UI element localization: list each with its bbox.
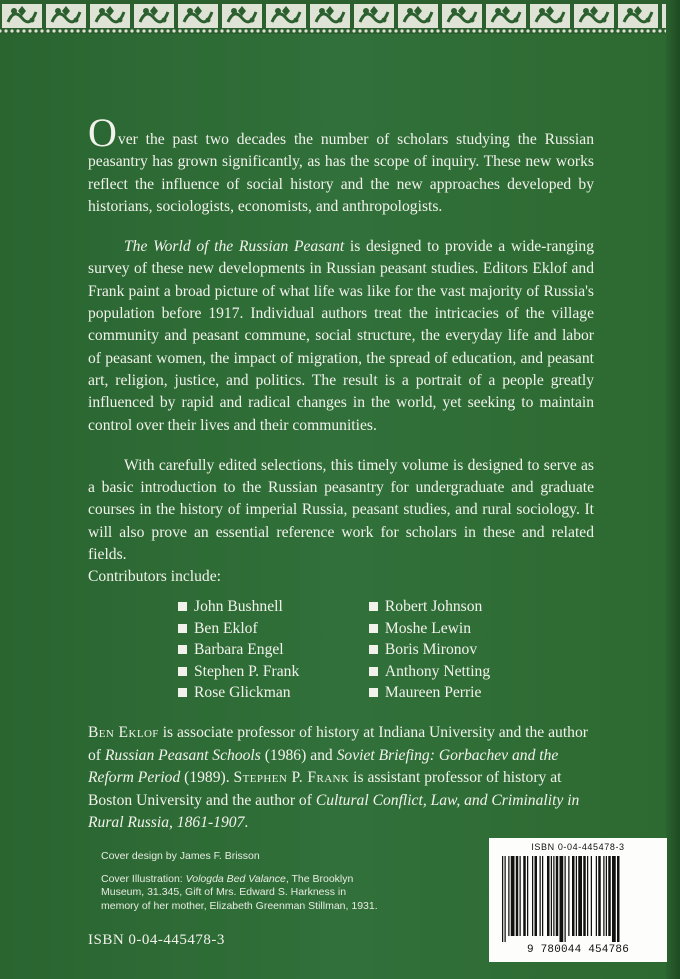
lace-border-decoration — [0, 0, 680, 34]
drop-cap: O — [88, 110, 117, 155]
cover-credits — [101, 850, 381, 922]
square-bullet-icon — [369, 667, 378, 676]
contributor-name: Rose Glickman — [194, 684, 291, 701]
paragraph-1 — [88, 110, 594, 218]
contributor-name: Stephen P. Frank — [194, 662, 300, 680]
contributor-name: Ben Eklof — [194, 619, 258, 637]
square-bullet-icon — [369, 645, 378, 654]
contributor-item — [178, 639, 369, 661]
contributors-column-left — [178, 596, 369, 704]
editor-name-frank: Stephen P. Frank — [233, 769, 350, 786]
contributors-list — [178, 596, 518, 704]
contributor-item — [178, 618, 369, 640]
paragraph-2 — [88, 236, 594, 437]
book-cultural-conflict: Cultural Conflict, Law, and Criminality in Rural Russia, 1861-1907 — [88, 791, 580, 831]
credit-label: Cover Illustration: — [101, 872, 186, 885]
barcode-digits: 9 780044 454786 — [526, 944, 630, 956]
barcode-isbn: ISBN 0-04-445478-3 — [531, 842, 625, 852]
bio-text: (1989). — [180, 769, 234, 786]
cover-design-credit: Cover design by James F. Brisson — [101, 850, 260, 862]
square-bullet-icon — [369, 688, 378, 697]
contributor-item — [178, 661, 369, 683]
contributor-name: Anthony Netting — [384, 662, 491, 680]
isbn-number: ISBN 0-04-445478-3 — [88, 932, 225, 948]
lace-pattern — [0, 0, 680, 34]
square-bullet-icon — [178, 624, 187, 633]
paragraph-2-text: is designed to provide a wide-ranging survey of these new developments in Russian peasant studies. Editors Eklof and Frank paint a broad picture of what life was like for the vast majority of Russia's population before 1917. Individual authors treat the intricacies of the village community and peasant commune, social structure, the everyday life and labor of peasant women, the impact of migration, the spread of education, and peasant art, religion, justice, and politics. The result is a portrait of a people greatly influenced by rapid and radical changes in the world, yet seeking to maintain control over their lives and their communities. — [88, 238, 594, 434]
barcode-label — [489, 838, 667, 962]
square-bullet-icon — [178, 688, 187, 697]
contributor-name: Maureen Perrie — [384, 684, 482, 701]
bio-text: is assistant professor of history at Boston University and the author of — [88, 769, 562, 809]
editor-name-eklof: Ben Eklof — [88, 724, 159, 741]
barcode-icon — [500, 856, 656, 942]
square-bullet-icon — [178, 667, 187, 676]
square-bullet-icon — [369, 602, 378, 611]
contributor-name: Barbara Engel — [194, 641, 284, 658]
book-soviet-briefing: Soviet Briefing: Gorbachev and the Reform Period — [88, 746, 559, 786]
contributor-item — [178, 596, 369, 618]
cover-illustration-credit — [101, 873, 381, 914]
square-bullet-icon — [178, 602, 187, 611]
contributor-item — [369, 639, 518, 661]
contributor-item — [369, 661, 518, 683]
book-russian-peasant-schools: Russian Peasant Schools — [104, 746, 261, 764]
contributor-item — [369, 596, 518, 618]
contributor-name: John Bushnell — [194, 598, 283, 615]
contributor-name: Robert Johnson — [384, 598, 483, 615]
bio-text: (1986) and — [260, 746, 337, 764]
contributor-name: Moshe Lewin — [384, 619, 472, 637]
contributor-item — [369, 618, 518, 640]
contributors-heading: Contributors include: — [88, 568, 221, 586]
contributor-name: Boris Mironov — [384, 641, 478, 658]
cover-edge-shadow — [666, 0, 680, 979]
bio-text: is associate professor of history at Indiana University and the author of — [88, 724, 588, 764]
paragraph-1-text: ver the past two decades the number of scholars studying the Russian peasantry has grown significantly, as has the scope of inquiry. These new works reflect the influence of social history and the new approaches developed by historians, sociologists, economists, and anthropologists. — [88, 131, 594, 215]
illustration-title: Vologda Bed Valance — [185, 872, 286, 885]
blurb — [88, 110, 594, 607]
contributors-column-right — [369, 596, 518, 704]
square-bullet-icon — [369, 624, 378, 633]
contributor-item — [178, 682, 369, 704]
editors-bio — [88, 722, 596, 835]
paragraph-3: With carefully edited selections, this timely volume is designed to serve as a basic introduction to the Russian peasantry for undergraduate and graduate courses in the history of imperial Russia, peasant studies, and rural sociology. It will also prove an essential reference work for scholars in these and related fields. — [88, 456, 594, 564]
contributor-item — [369, 682, 518, 704]
book-title: The World of the Russian Peasant — [124, 238, 345, 256]
bio-text: . — [244, 814, 249, 831]
credit-text: , The Brooklyn Museum, 31.345, Gift of Mrs. Edward S. Harkness in memory of her mother, Elizabeth Greenman Stillman, 1931. — [101, 872, 378, 912]
square-bullet-icon — [178, 645, 187, 654]
